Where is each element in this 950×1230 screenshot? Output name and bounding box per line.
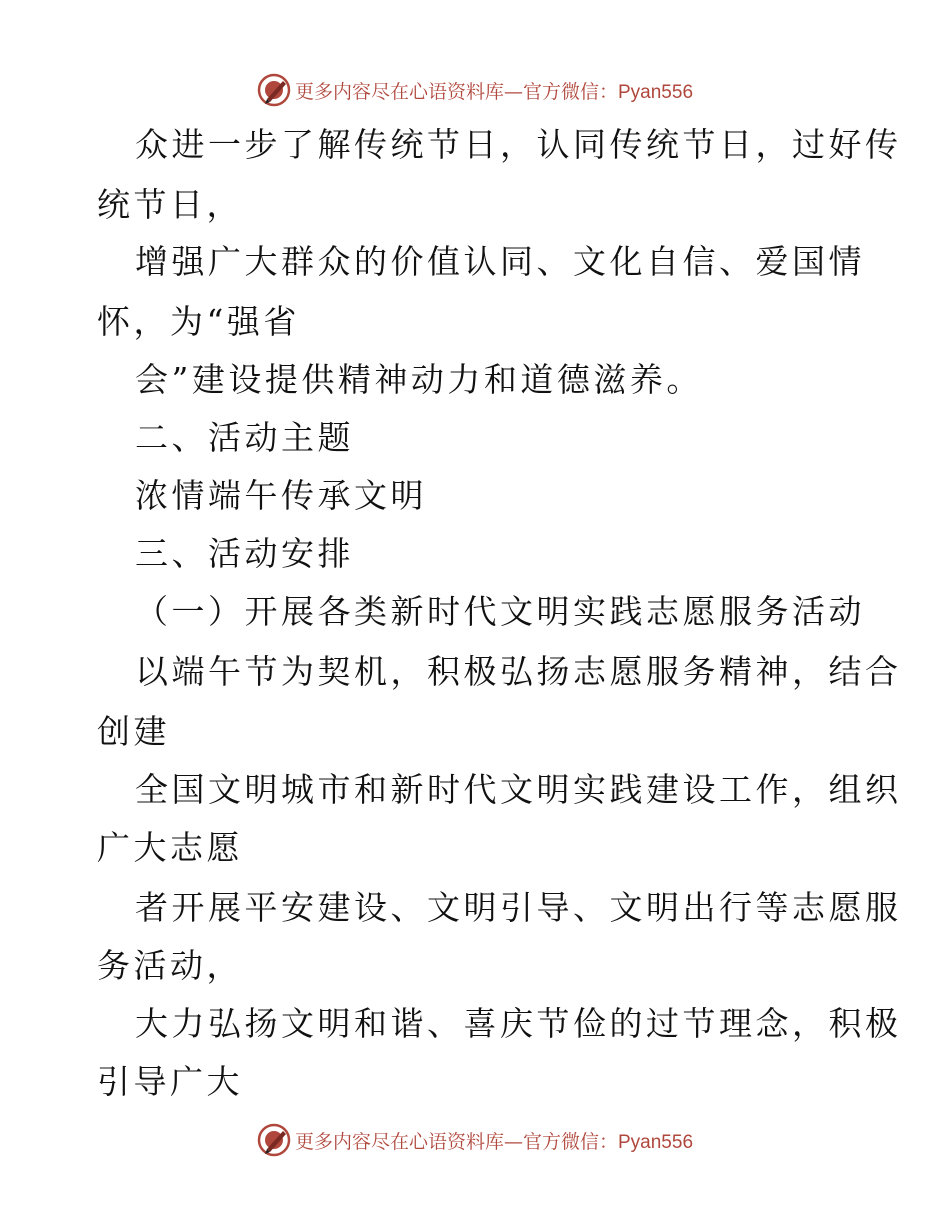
text-line: 引导广大 (97, 1062, 243, 1101)
text-line: 创建 (97, 712, 170, 751)
text-line: 怀，为“强省 (97, 302, 300, 341)
text-line: 务活动， (97, 946, 243, 985)
header-banner (0, 70, 950, 110)
footer-banner-text: 更多内容尽在心语资料库—官方微信：Pyan556 (294, 1130, 694, 1153)
text-line: 统节日， (97, 185, 243, 224)
text-line: 以端午节为契机，积极弘扬志愿服务精神，结合 (135, 652, 902, 691)
header-banner-text: 更多内容尽在心语资料库—官方微信：Pyan556 (294, 80, 694, 103)
pen-logo-icon (257, 1123, 291, 1157)
subsection-heading: （一）开展各类新时代文明实践志愿服务活动 (135, 592, 865, 631)
section-heading: 三、活动安排 (135, 534, 354, 573)
text-line: 广大志愿 (97, 828, 243, 867)
text-line: 会”建设提供精神动力和道德滋养。 (135, 360, 703, 399)
text-line: 大力弘扬文明和谐、喜庆节俭的过节理念，积极 (135, 1004, 902, 1043)
text-line: 者开展平安建设、文明引导、文明出行等志愿服 (135, 888, 902, 927)
section-heading: 二、活动主题 (135, 418, 354, 457)
pen-logo-icon (257, 73, 291, 107)
text-line: 浓情端午传承文明 (135, 476, 427, 515)
text-line: 众进一步了解传统节日，认同传统节日，过好传 (135, 125, 902, 164)
text-line: 增强广大群众的价值认同、文化自信、爱国情 (135, 242, 865, 281)
footer-banner (0, 1120, 950, 1160)
text-line: 全国文明城市和新时代文明实践建设工作，组织 (135, 770, 902, 809)
